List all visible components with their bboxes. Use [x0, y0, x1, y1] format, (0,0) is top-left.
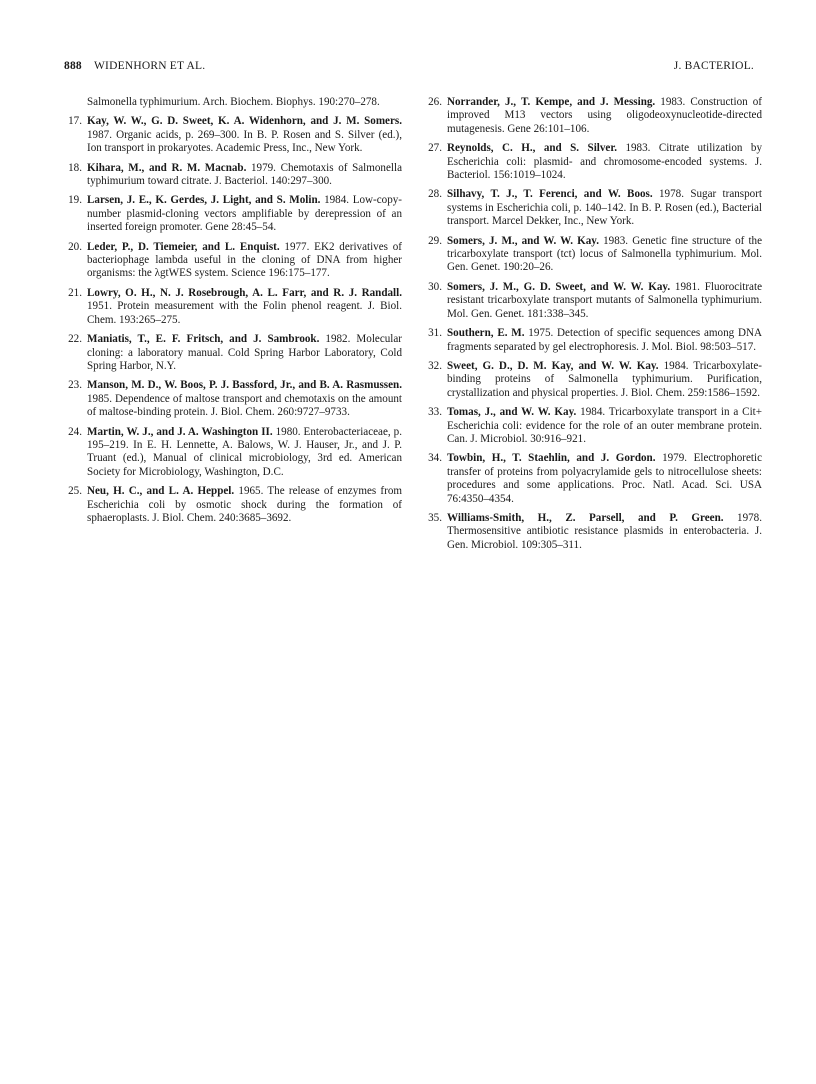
reference-authors: Manson, M. D., W. Boos, P. J. Bassford, Jr., and B. A. Rasmussen.	[87, 379, 402, 392]
reference-text: 1978. Thermosensitive antibiotic resistance plasmids in enterobacteria. J. Gen. Microbiol. 109:305–311.	[447, 511, 762, 551]
reference-text: 1984. Tricarboxylate transport in a Cit+ Escherichia coli: evidence for the role of an outer membrane protein. Can. J. Microbiol. 30:916–921.	[447, 406, 762, 445]
reference-entry	[424, 188, 762, 228]
reference-entry	[424, 360, 762, 400]
reference-entry	[424, 96, 762, 136]
reference-authors: Maniatis, T., E. F. Fritsch, and J. Sambrook.	[87, 333, 320, 346]
reference-text: 1977. EK2 derivatives of bacteriophage lambda useful in the cloning of DNA from higher organisms: the λgtWES system. Science 196:175–177.	[87, 240, 402, 280]
reference-authors: Neu, H. C., and L. A. Heppel.	[87, 485, 235, 498]
reference-continuation: Salmonella typhimurium. Arch. Biochem. Biophys. 190:270–278.	[87, 96, 380, 108]
reference-authors: Reynolds, C. H., and S. Silver.	[447, 142, 618, 155]
reference-authors: Larsen, J. E., K. Gerdes, J. Light, and S. Molin.	[87, 194, 321, 207]
reference-number: 24.	[68, 425, 82, 438]
reference-entry	[424, 281, 762, 321]
reference-entry	[64, 485, 402, 525]
reference-authors: Somers, J. M., G. D. Sweet, and W. W. Kay.	[447, 280, 671, 293]
reference-text: 1983. Construction of improved M13 vectors using oligodeoxynucleotide-directed mutagenesis. Gene 26:101–106.	[447, 96, 762, 135]
reference-text: 1984. Tricarboxylate-binding proteins of Salmonella typhimurium. Purification, crystallization and physical properties. J. Biol. Chem. 259:1586–1592.	[447, 359, 762, 399]
reference-number: 28.	[428, 188, 442, 201]
reference-number: 23.	[68, 379, 82, 392]
reference-number: 27.	[428, 142, 442, 155]
reference-number: 31.	[428, 327, 442, 340]
reference-text: 1979. Electrophoretic transfer of proteins from polyacrylamide gels to nitrocellulose sheets: procedures and some applications. Proc. Natl. Acad. Sci. USA 76:4350–4354.	[447, 452, 762, 505]
reference-entry	[424, 142, 762, 182]
reference-text: 1975. Detection of specific sequences among DNA fragments separated by gel electrophoresis. J. Mol. Biol. 98:503–517.	[447, 327, 763, 353]
reference-text: 1965. The release of enzymes from Escherichia coli by osmotic shock during the formation of sphaeroplasts. J. Biol. Chem. 240:3685–3692.	[87, 485, 403, 524]
reference-entry	[424, 235, 762, 275]
reference-number: 25.	[68, 485, 82, 498]
references-left-column	[64, 96, 402, 531]
running-authors: WIDENHORN ET AL.	[94, 60, 206, 72]
reference-number: 21.	[68, 286, 82, 299]
page-number: 888	[64, 60, 82, 72]
reference-authors: Leder, P., D. Tiemeier, and L. Enquist.	[87, 240, 280, 253]
journal-abbrev: J. BACTERIOL.	[673, 60, 754, 72]
reference-number: 17.	[68, 115, 82, 128]
reference-authors: Somers, J. M., and W. W. Kay.	[447, 234, 599, 247]
reference-authors: Kay, W. W., G. D. Sweet, K. A. Widenhorn, and J. M. Somers.	[87, 115, 402, 128]
reference-entry	[424, 327, 762, 354]
reference-text: 1981. Fluorocitrate resistant tricarboxylate transport mutants of Salmonella typhimurium. Mol. Gen. Genet. 181:338–345.	[447, 280, 762, 320]
reference-authors: Martin, W. J., and J. A. Washington II.	[87, 425, 273, 438]
reference-number: 18.	[68, 161, 82, 174]
reference-entry	[64, 194, 402, 234]
reference-number: 29.	[428, 234, 442, 247]
reference-authors: Norrander, J., T. Kempe, and J. Messing.	[447, 96, 656, 108]
reference-text: 1987. Organic acids, p. 269–300. In B. P. Rosen and S. Silver (ed.), Ion transport in prokaryotes. Academic Press, Inc., New York.	[87, 128, 402, 155]
reference-entry	[64, 333, 402, 373]
reference-entry	[424, 406, 762, 446]
reference-authors: Towbin, H., T. Staehlin, and J. Gordon.	[447, 452, 656, 465]
reference-text: 1979. Chemotaxis of Salmonella typhimurium toward citrate. J. Bacteriol. 140:297–300.	[87, 161, 402, 188]
reference-authors: Southern, E. M.	[447, 327, 525, 340]
reference-authors: Williams-Smith, H., Z. Parsell, and P. Green.	[447, 511, 724, 524]
reference-text: 1978. Sugar transport systems in Escherichia coli, p. 140–142. In B. P. Rosen (ed.), Bacterial transport. Marcel Dekker, Inc., New York.	[447, 188, 762, 228]
reference-entry	[64, 241, 402, 281]
reference-text: 1980. Enterobacteriaceae, p. 195–219. In E. H. Lennette, A. Balows, W. J. Hauser, Jr., and J. P. Truant (ed.), Manual of clinical microbiology, 3rd ed. American Society for Microbiology, Washington, D.C.	[87, 425, 402, 478]
reference-authors: Kihara, M., and R. M. Macnab.	[87, 161, 247, 174]
reference-text: 1951. Protein measurement with the Folin phenol reagent. J. Biol. Chem. 193:265–275.	[87, 300, 402, 326]
reference-number: 26.	[428, 96, 442, 108]
reference-entry	[424, 452, 762, 506]
reference-number: 19.	[68, 194, 82, 207]
reference-authors: Sweet, G. D., D. M. Kay, and W. W. Kay.	[447, 359, 659, 372]
reference-text: 1983. Genetic fine structure of the tricarboxylate transport (tct) locus of Salmonella typhimurium. Mol. Gen. Genet. 190:20–26.	[447, 234, 762, 274]
reference-number: 35.	[428, 511, 442, 524]
reference-text: 1983. Citrate utilization by Escherichia coli: plasmid- and chromosome-encoded systems. J. Bacteriol. 156:1019–1024.	[447, 142, 762, 182]
reference-authors: Lowry, O. H., N. J. Rosebrough, A. L. Farr, and R. J. Randall.	[87, 286, 402, 299]
reference-authors: Tomas, J., and W. W. Kay.	[447, 406, 577, 419]
reference-authors: Silhavy, T. J., T. Ferenci, and W. Boos.	[447, 188, 653, 201]
reference-number: 22.	[68, 333, 82, 346]
running-header	[64, 60, 754, 78]
reference-entry	[64, 426, 402, 480]
reference-number: 20.	[68, 240, 82, 253]
reference-number: 33.	[428, 406, 442, 419]
reference-number: 32.	[428, 359, 442, 372]
reference-text: 1984. Low-copy-number plasmid-cloning vectors amplifiable by derepression of an inserted foreign promoter. Gene 28:45–54.	[87, 194, 403, 234]
references-right-column	[424, 96, 762, 558]
reference-text: 1982. Molecular cloning: a laboratory manual. Cold Spring Harbor Laboratory, Cold Spring Harbor, N.Y.	[87, 333, 402, 372]
reference-entry	[64, 115, 402, 155]
reference-entry	[64, 287, 402, 327]
reference-number: 34.	[428, 452, 442, 465]
reference-text: 1985. Dependence of maltose transport and chemotaxis on the amount of maltose-binding protein. J. Biol. Chem. 260:9727–9733.	[87, 392, 402, 419]
reference-entry	[64, 162, 402, 189]
reference-entry	[424, 512, 762, 552]
reference-number: 30.	[428, 280, 442, 293]
reference-entry	[64, 379, 402, 419]
